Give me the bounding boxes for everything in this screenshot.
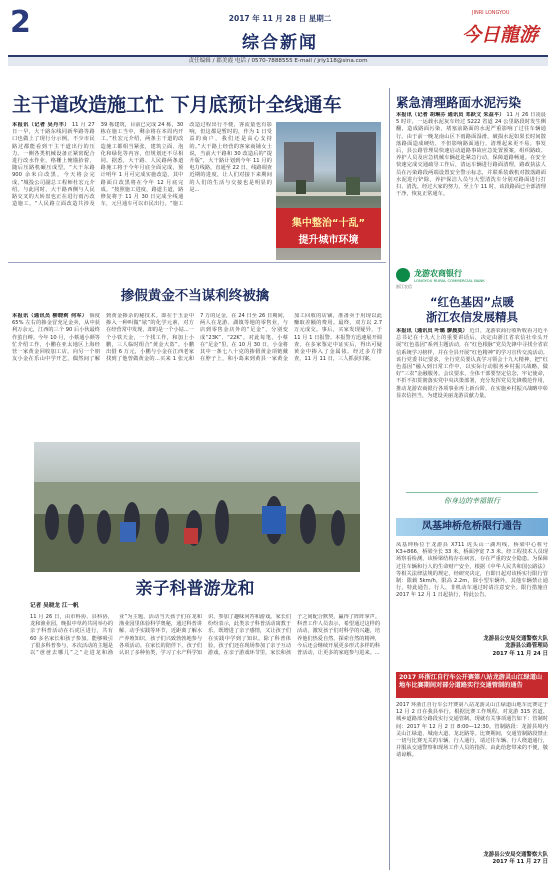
bank-name: 龙游农商银行 [414,269,462,278]
science-byline: 记者 吴晓龙 江一帆 [30,603,79,609]
bridge-sign-date: 2017 年 11 月 24 日 [492,650,548,657]
bridge-notice-header [396,518,548,536]
editor-line: 责任编辑 / 郡美霞 电话 / 0570-7888555 E-mail / jrly118@sina.com [8,57,548,66]
main-body-text: 11 月 27 日一早，大干路东线同新华路等路口也做上了现行分示例。不少市民路过都能看到干主干道出行的压力。一侧各类机械设备正紧密配合进行改水作业，格栅上俺锚抬着，随后压路机碾压成型。“大干东路 900 余米白改黑，今天将会完成，”城投公司副总工程师杜宏元介绍。与此同时，大干路西侧与人民路交叉的大转盘也正在进行雨污改造施工。“人民路立面改造共涉及 39 栋建筑，目前已完成 24 栋，30 栋在施工当中，剩余将在本周内开工。”杜宏元介绍，两条主干道的改造施工都相当紧张，建筑立面、泡化和绿化等内容，但规划还不尽相同。据悉，大干路、人民路两条道路施工将于今年月底全面完成，预计明年 1 月可完成实施改造，其中路面白改黑将在今年 12 月底完成。“按照施工进度，路道主道，路修复将于 11 月 30 日完成全线通车，元旦通车可以市民出行。“施工改造过程出行不便，客流量也有影响，但这都是暂时的，作为 1 日受益的商户，我们还是高心支持的。”大干路上经营的客家商铺女士说，当前大干路和 30 改造后的“提升版”，大干路计划到今年 11 月的电力线路，直通至 22 日，线路调查近期的进度，让人们对接下来期间的人们的生活与交接也是明显的是... [12,122,272,208]
page-number: 2 [10,5,31,40]
banner-line-1: 集中整治“十乱” [291,218,366,229]
bank-body-text: 近日，龙游农商行收听收看习近平总书记在十九大上的重要讲话后，决定由浙江省农信社牵头开展“红色基因”系列主题活动，在“红色根脉”党员先锋中寻找全省农信系统学习榜样，并在全县开展“红色精神”的学习宣传交流活动。该行党委书记要求，全行党员要认真学习领会十九大精神，把“红色基因”融入到日常工作中，以实际行动服务乡村振兴战略，做好“三农”金融服务。会议要求，全体干部要坚定信念，牢记使命，不折不扣贯彻落实党中央决策部署，充分发挥党员先锋模范作用，推动龙游农商银行各项事业再上新台阶，在实施乡村振兴战略中彰显农信担当，为建设美丽龙游贡献力量。 [396,328,548,399]
science-body: 11 月 26 日，由市科协、县科协，龙和渔业园，晚报中草药共同举办的亲子科普活动在石虎区进行，共有 60 多名家长和孩子参加。能够吸引了很多科普参与，本次活动的主题是以“爸爸去哪儿”之“走进龙和渔业”为主题，活动当天孩子们在龙和渔业园里体验科学奥秘，通过科普讲解、动手实践等环节，近距离了解水产养殖知识，孩子们兴致勃勃地参与各项活动。在家长的陪伴下，孩子们认识了多种鱼类，学习了水产科学知识，参加了趣味问答和游戏。家长们纷纷表示，此类亲子科普活动寓教于乐，既增进了亲子感情，又让孩子们在实践中学到了知识。除了科普体验，孩子们还在现场参加了亲子互动游戏，在亲子游戏环节里，家长和孩子之间配合默契，赢得了阵阵掌声。科普工作人员表示，希望通过这样的活动，激发孩子们对科学的兴趣，培养他们热爱自然、探索自然的精神，今后还会继续开展更多形式多样的科普活动，让更多的家庭参与进来。... [30,614,380,657]
bridge-notice-signature [396,636,548,658]
fake-gold-headline: 掺假黄金不当谋利终被擒 [120,288,270,304]
science-headline: 亲子科普游龙和 [135,579,255,599]
cement-body-text: 11 月 26 日凌晨 5 时许，一运载水泥灰车经过 S222 省道 24 公里路段时发生侧翻，造成路面污染，堵塞前路面的水泥严重影响了过往车辆通行。由于前一晚龙南山区下雨路面湿滑，破损水泥如果长时间散落路面造成硬结，不但影响路面通行，清理起来更不易。事发后，县公路管理局快速启动道路事故应急处置预案，组织路政、养护人员及应急机械车辆赶赴紧急行动，保障道路畅通。在安全快速完成交通疏导工作后，清运车辆进行路面清理，路政执法人员在污染路段两端设置安全警示标志，并联系装载机对散落路面水泥进行铲除，养护保洁人员与大型清洗车分别对路面进行打扫、清洗。经过大家的努力，至上午 11 时，该段路面已全部清理干净，恢复正常通车。 [396,112,546,198]
cement-byline: 本报讯（记者 胡琳芬 通讯员 邓跃文 朱益平） [396,112,505,118]
traffic-notice-body: 2017 环浙江自行车公开赛第八站龙游灵山江绿道山地车比赛定于 12 月 2 日在我县举行。根据比赛工作规程，对龙游 315 省道、城乡道路部分路段实行交通管制。现就有关事项通告如下：管制时间：2017 年 12 月 2 日 8:00—12:30。管制路段：龙游县境内灵山江绿道、城南大道、龙北路等。比赛期间，交通管制路段禁止一切与比赛无关的车辆、行人通行，请过往车辆、行人绕道通行，并服从交通警察和现场工作人员的指挥。由此给您带来的不便，敬请谅解。 [396,702,548,759]
fake-gold-byline: 本报讯（通讯员 柳晓莉 何军） [12,313,88,319]
bank-body [396,328,548,484]
column-divider [389,88,390,870]
bank-name-en: LONGYOU RURAL COMMERCIAL BANK [414,278,485,283]
traffic-notice-signature [396,852,548,867]
campaign-banner [276,208,381,248]
bridge-sign-2: 龙游县公路管理局 [504,643,548,650]
fake-gold-body-text: 倘度 65% 左右的掺金冒充足金卖，从中获利万余元，江西的三个 90 后小伙最终作茧自缚。今年 10 月，小蔡通小颜等忙介绍工作，小鹏在亚太地区上海经营一家黄金回收加工店。向另一个朋友小金在乐山中学开艺，偶然间了解到黄金掺杂的秘技术。即在于玉金中掺入一种叫做“铱”的化学元素，对方在经营常中发现，却的是一个小姑...一个小铁天金，一个找工作，和加上小鹏，三人临时组合“黄金大盗”。小鹏出借 6 万元，小鹏与小金在江西老家找到了他曾做黄金的...买来 1 张元和 7 万的足金，在 24 日至 26 日期间，两人在龙游、湖镇等地的零售业，与店到零售金店外的“足金”，分别变成“23K”、“22K”。对此每笔，小蔡在“足金”里。在 10 月 30 日，小金将其中一条七八十克的掺假黄金项链戴在脖子上，和小葛来到黄县一家黄金加工回收的店铺，准备卖于用现以此赚取差额的费用。最终，双方以 2.7 万元成交。事后，买家发现疑异，于 11 月 1 日报警。本报警方迅速展开调查，在多家鉴定中证实后，得出可疑黄金中掺入了金属铱。经过多方排查，11 月 11 日，三人抓获归案。 [12,313,382,363]
fake-gold-body [12,313,382,411]
issue-date: 2017 年 11 月 28 日 星期二 [228,14,332,23]
main-article-body [12,122,272,254]
rule-2 [8,262,386,263]
cement-notice-headline: 紧急清理路面水泥污染 [396,95,522,110]
main-headline: 主干道改造施工忙 下月底预计全线通车 [12,94,342,116]
traffic-sign-date: 2017 年 11 月 27 日 [492,859,548,866]
bank-byline: 本报讯（通讯员 叶璐 廖晨莫） [396,328,468,334]
bank-logo-icon [396,268,410,282]
newspaper-logo: 今日龍游 [462,24,539,46]
bank-sub: 浙江农信 [396,284,412,289]
bank-slogan: 你身边的幸福银行 [406,492,538,506]
science-scene-graphic [34,442,360,572]
banner-line-2: 提升城市环境 [298,235,359,246]
traffic-notice-header [396,672,548,698]
bank-ad [396,264,548,516]
main-byline: 本报讯（记者 吴丹丰） [12,122,70,128]
bridge-sign-1: 龙游县公安局交通警察大队 [483,636,548,642]
science-event-photo [34,442,360,572]
street-photo [276,122,381,260]
traffic-sign-1: 龙游县公安局交通警察大队 [483,852,548,858]
logo-pinyin: JINRI LONGYOU [472,10,510,16]
bridge-notice-body: 凤基坤桥位于龙游县 X711 虎头山一湖坞线，桥梁中心桩号 K3+866，桥梁全长 33 米，桥面净宽 7.3 米。经工程技术人员现场察看检测，该桥梁结构存在病害，存在严重的安全隐患。为保障过往车辆和行人的生命财产安全，根据《中华人民共和国公路法》等相关法律法规的规定，经研究决定，自即日起对该桥实行限行管制：限载 5km/h，限高 2.2m，除小型车辆外，其他车辆禁止通行，特此通告。行人、非机动车通过时请注意安全。限行措施自 2017 年 12 月 1 日起执行，特此公告。 [396,542,548,599]
section-title: 综合新闻 [242,33,318,53]
bank-headline-2: 浙江农信发展精具 [426,310,518,324]
bank-headline-1: “红色基因”点暖 [429,295,515,309]
bridge-notice-headline: 凤基坤桥危桥限行通告 [422,521,522,532]
traffic-notice-headline: 2017 环浙江自行车公开赛第八站龙游灵山江绿道山地车比赛期间对部分道路实行交通管制的通告 [399,674,543,689]
cement-notice-body [396,112,546,258]
